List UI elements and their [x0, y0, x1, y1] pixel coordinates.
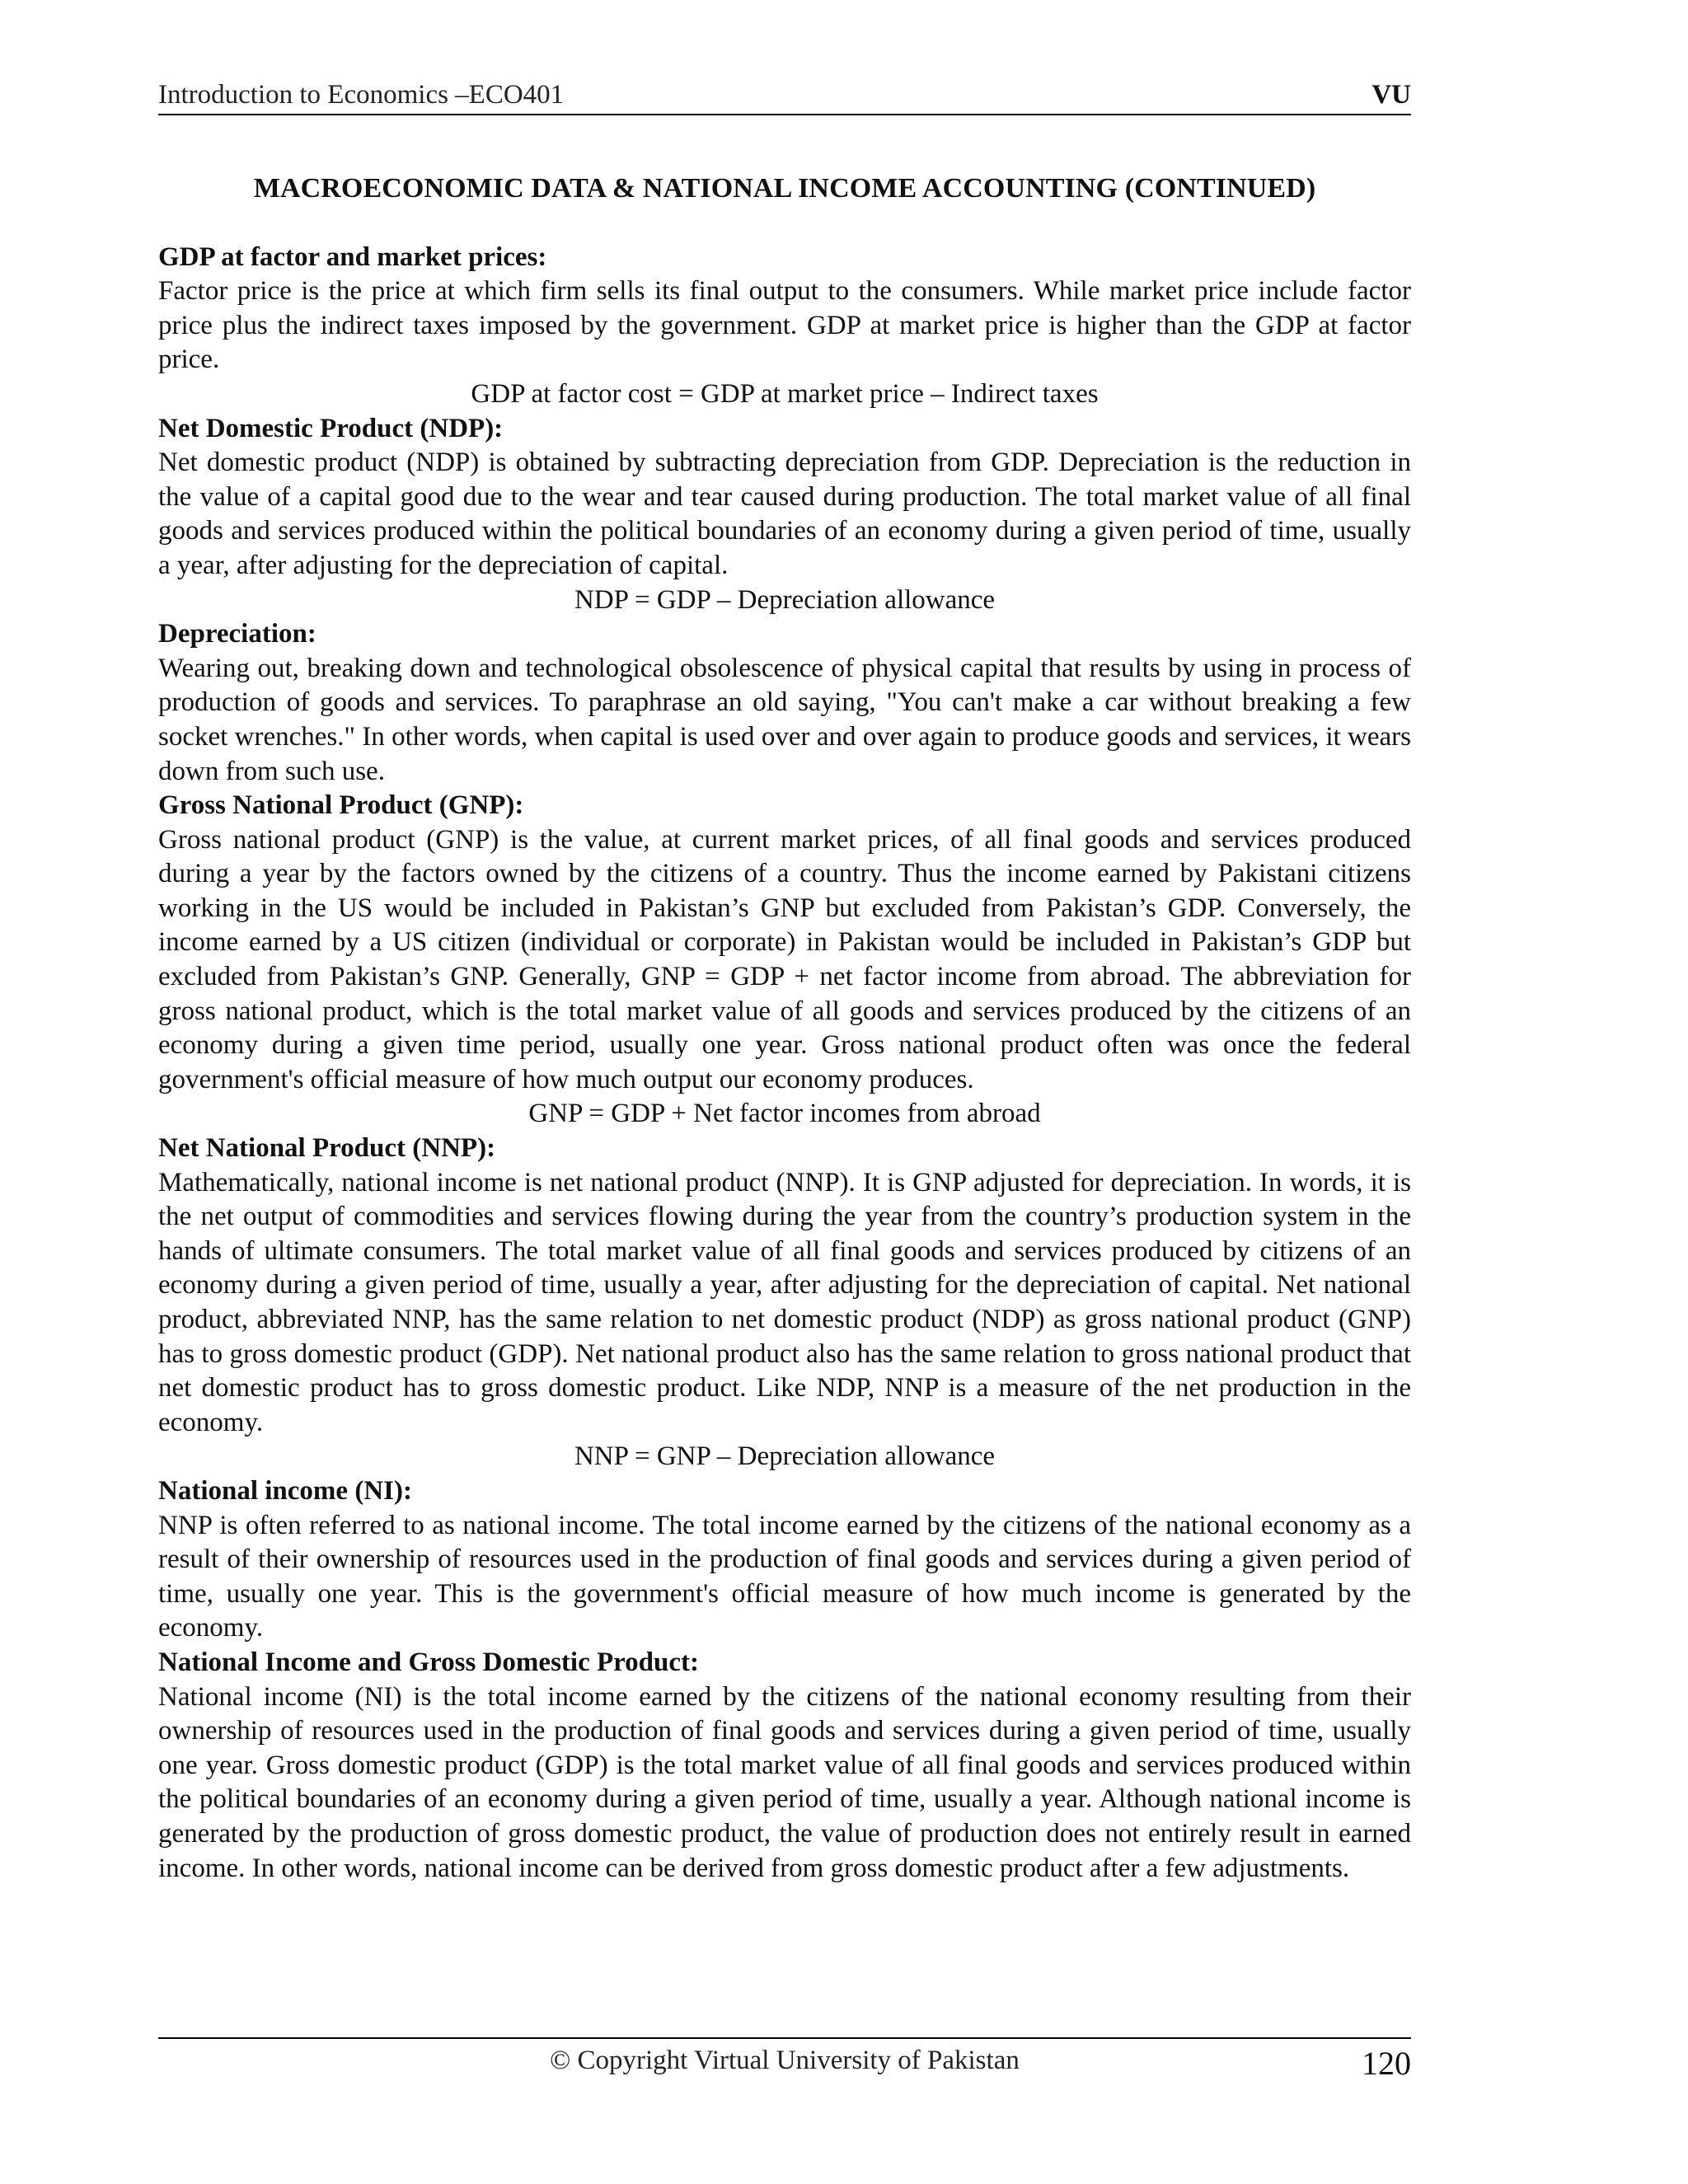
section-heading: Net National Product (NNP):	[158, 1133, 496, 1164]
section-heading: GDP at factor and market prices:	[158, 241, 547, 272]
page-header	[158, 76, 1411, 115]
brand-label: VU	[1372, 80, 1411, 110]
section-body: Factor price is the price at which firm sells its final output to the consumers. While market price include factor price plus the indirect taxes imposed by the government. GDP at market price is higher than the GDP at factor price.	[158, 276, 1411, 375]
section-equation: GDP at factor cost = GDP at market price – Indirect taxes	[471, 378, 1099, 409]
section-heading: Gross National Product (GNP):	[158, 790, 524, 821]
section-heading: National income (NI):	[158, 1475, 412, 1506]
section-nnp	[158, 1132, 1411, 1474]
section-equation: NNP = GNP – Depreciation allowance	[574, 1441, 996, 1472]
page-content	[158, 171, 1411, 1886]
section-body: Gross national product (GNP) is the value, at current market prices, of all final goods and services produced during a year by the factors owned by the citizens of a country. Thus the income earned by Pakistani citizens working in the US would be included in Pakistan’s GNP but excluded from Pakistan’s GDP. Conversely, the income earned by a US citizen (individual or corporate) in Pakistan would be included in Pakistan’s GDP but excluded from Pakistan’s GNP. Generally, GNP = GDP + net factor income from abroad. The abbreviation for gross national product, which is the total market value of all goods and services produced by the citizens of an economy during a given time period, usually one year. Gross national product often was once the federal government's official measure of how much output our economy produces.	[158, 824, 1411, 1094]
page-number: 120	[1362, 2045, 1411, 2082]
section-equation: NDP = GDP – Depreciation allowance	[574, 584, 996, 615]
section-ndp	[158, 412, 1411, 618]
section-national-income	[158, 1474, 1411, 1646]
section-gnp	[158, 789, 1411, 1132]
copyright-notice: © Copyright Virtual University of Pakistan	[550, 2046, 1020, 2075]
section-heading: Net Domestic Product (NDP):	[158, 413, 504, 443]
section-depreciation	[158, 617, 1411, 789]
section-heading: National Income and Gross Domestic Product:	[158, 1647, 700, 1677]
section-gdp-factor-market	[158, 241, 1411, 412]
section-body: NNP is often referred to as national income. The total income earned by the citizens of the national economy as a result of their ownership of resources used in the production of final goods and services during a given period of time, usually one year. This is the government's official measure of how much income is generated by the economy.	[158, 1510, 1411, 1643]
section-body: Wearing out, breaking down and technological obsolescence of physical capital that results by using in process of production of goods and services. To paraphrase an old saying, "You can't make a car without breaking a few socket wrenches." In other words, when capital is used over and over again to produce goods and services, it wears down from such use.	[158, 653, 1411, 786]
course-title: Introduction to Economics –ECO401	[158, 80, 565, 110]
section-body: Mathematically, national income is net national product (NNP). It is GNP adjusted for depreciation. In words, it is the net output of commodities and services flowing during the year from the country’s production system in the hands of ultimate consumers. The total market value of all final goods and services produced by citizens of an economy during a given period of time, usually a year, after adjusting for the depreciation of capital. Net national product, abbreviated NNP, has the same relation to net domestic product (NDP) as gross national product (GNP) has to gross domestic product (GDP). Net national product also has the same relation to gross national product that net domestic product has to gross domestic product. Like NDP, NNP is a measure of the net production in the economy.	[158, 1167, 1411, 1437]
section-ni-and-gdp	[158, 1646, 1411, 1886]
page-footer	[158, 2037, 1411, 2088]
page-title: MACROECONOMIC DATA & NATIONAL INCOME ACCOUNTING (CONTINUED)	[253, 173, 1316, 204]
section-body: National income (NI) is the total income earned by the citizens of the national economy resulting from their ownership of resources used in the production of final goods and services during a given period of time, usually one year. Gross domestic product (GDP) is the total market value of all final goods and services produced within the political boundaries of an economy during a given period of time, usually a year. Although national income is generated by the production of gross domestic product, the value of production does not entirely result in earned income. In other words, national income can be derived from gross domestic product after a few adjustments.	[158, 1681, 1411, 1883]
section-equation: GNP = GDP + Net factor incomes from abroad	[528, 1099, 1041, 1129]
section-body: Net domestic product (NDP) is obtained by subtracting depreciation from GDP. Depreciation is the reduction in the value of a capital good due to the wear and tear caused during production. The total market value of all final goods and services produced within the political boundaries of an economy during a given period of time, usually a year, after adjusting for the depreciation of capital.	[158, 448, 1411, 580]
section-heading: Depreciation:	[158, 619, 316, 649]
